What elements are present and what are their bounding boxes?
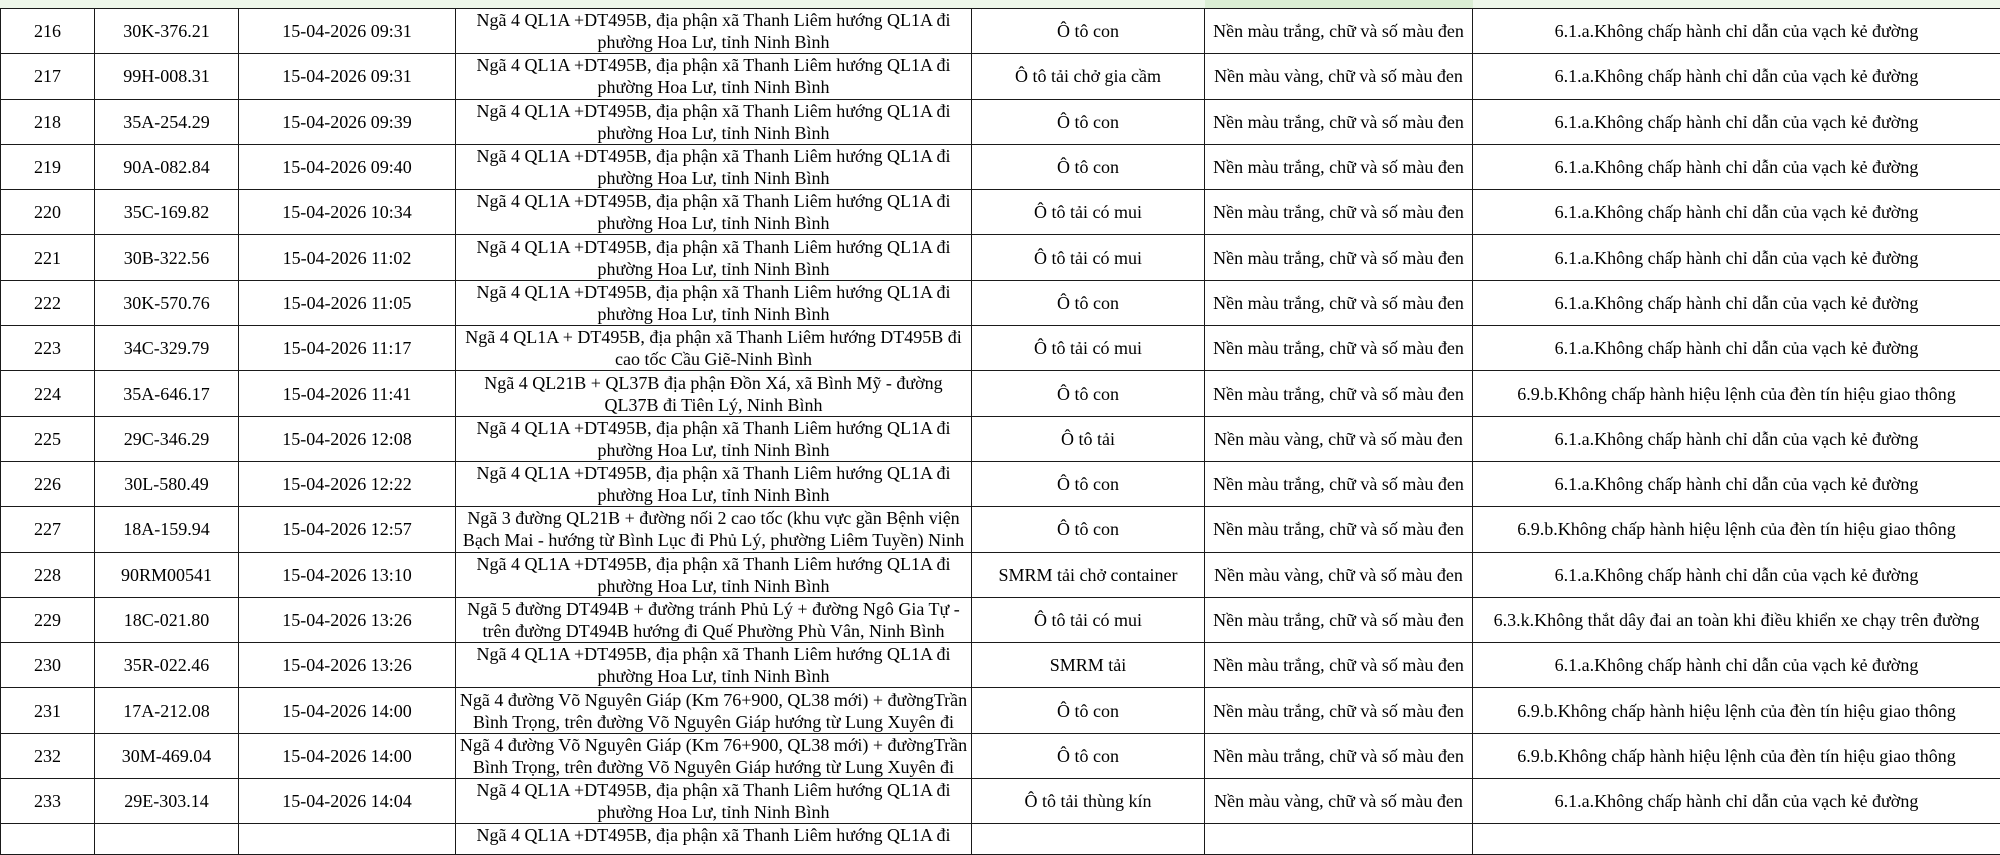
location-cell (456, 461, 972, 506)
location-line-1: Ngã 4 QL1A +DT495B, địa phận xã Thanh Liêm hướng QL1A đi (456, 236, 971, 258)
row-number-cell: 231 (1, 688, 95, 733)
plate-color-cell: Nền màu trắng, chữ và số màu đen (1205, 326, 1473, 371)
plate-color-cell: Nền màu trắng, chữ và số màu đen (1205, 99, 1473, 144)
location-cell (456, 280, 972, 325)
location-line-2: phường Hoa Lư, tỉnh Ninh Bình (456, 258, 971, 280)
row-number-cell: 223 (1, 326, 95, 371)
location-line-1: Ngã 4 đường Võ Nguyên Giáp (Km 76+900, QL38 mới) + đườngTrần (456, 689, 971, 711)
location-line-1: Ngã 5 đường DT494B + đường tránh Phủ Lý + đường Ngô Gia Tự - (456, 598, 971, 620)
location-cell (456, 688, 972, 733)
vehicle-type-cell: Ô tô tải có mui (972, 326, 1205, 371)
license-plate-cell: 29C-346.29 (95, 416, 239, 461)
table-row (1, 597, 2000, 642)
location-line-2: phường Hoa Lư, tỉnh Ninh Bình (456, 303, 971, 325)
time-cell: 15-04-2026 13:26 (239, 597, 456, 642)
violation-cell: 6.3.k.Không thắt dây đai an toàn khi điều khiển xe chạy trên đường (1473, 597, 2000, 642)
license-plate-cell: 35R-022.46 (95, 643, 239, 688)
license-plate-cell: 90A-082.84 (95, 144, 239, 189)
violation-cell: 6.9.b.Không chấp hành hiệu lệnh của đèn tín hiệu giao thông (1473, 688, 2000, 733)
table-row (1, 326, 2000, 371)
license-plate-cell: 30K-570.76 (95, 280, 239, 325)
row-number-cell: 216 (1, 9, 95, 54)
vehicle-type-cell: Ô tô tải chở gia cầm (972, 54, 1205, 99)
time-cell: 15-04-2026 11:17 (239, 326, 456, 371)
violation-cell: 6.1.a.Không chấp hành chỉ dẫn của vạch kẻ đường (1473, 461, 2000, 506)
row-number-cell: 221 (1, 235, 95, 280)
location-line-2: phường Hoa Lư, tỉnh Ninh Bình (456, 76, 971, 98)
plate-color-cell: Nền màu trắng, chữ và số màu đen (1205, 190, 1473, 235)
time-cell: 15-04-2026 12:22 (239, 461, 456, 506)
vehicle-type-cell: Ô tô con (972, 280, 1205, 325)
time-cell: 15-04-2026 11:41 (239, 371, 456, 416)
license-plate-cell: 90RM00541 (95, 552, 239, 597)
row-number-cell: 230 (1, 643, 95, 688)
violation-cell: 6.1.a.Không chấp hành chỉ dẫn của vạch kẻ đường (1473, 99, 2000, 144)
row-number-cell: 229 (1, 597, 95, 642)
plate-color-cell: Nền màu trắng, chữ và số màu đen (1205, 643, 1473, 688)
location-line-2: phường Hoa Lư, tỉnh Ninh Bình (456, 665, 971, 687)
row-number-cell (1, 824, 95, 855)
license-plate-cell: 17A-212.08 (95, 688, 239, 733)
time-cell: 15-04-2026 10:34 (239, 190, 456, 235)
plate-color-cell (1205, 824, 1473, 855)
location-line-2: phường Hoa Lư, tỉnh Ninh Bình (456, 439, 971, 461)
table-row (1, 461, 2000, 506)
violation-cell: 6.1.a.Không chấp hành chỉ dẫn của vạch kẻ đường (1473, 190, 2000, 235)
table-row (1, 688, 2000, 733)
location-line-2: Bình Trọng, trên đường Võ Nguyên Giáp hướng từ Lung Xuyên đi (456, 756, 971, 778)
vehicle-type-cell (972, 824, 1205, 855)
time-cell: 15-04-2026 09:31 (239, 9, 456, 54)
vehicle-type-cell: Ô tô con (972, 688, 1205, 733)
vehicle-type-cell: Ô tô tải thùng kín (972, 779, 1205, 824)
time-cell: 15-04-2026 13:26 (239, 643, 456, 688)
location-cell (456, 416, 972, 461)
location-cell (456, 552, 972, 597)
time-cell: 15-04-2026 09:40 (239, 144, 456, 189)
row-number-cell: 226 (1, 461, 95, 506)
table-row (1, 416, 2000, 461)
plate-color-cell: Nền màu trắng, chữ và số màu đen (1205, 733, 1473, 778)
location-line-1: Ngã 4 QL1A +DT495B, địa phận xã Thanh Liêm hướng QL1A đi (456, 462, 971, 484)
violation-cell: 6.1.a.Không chấp hành chỉ dẫn của vạch kẻ đường (1473, 779, 2000, 824)
violations-table (0, 8, 2000, 855)
table-row-partial (1, 824, 2000, 855)
location-line-2: phường Hoa Lư, tỉnh Ninh Bình (456, 484, 971, 506)
violation-cell: 6.9.b.Không chấp hành hiệu lệnh của đèn tín hiệu giao thông (1473, 733, 2000, 778)
location-line-2: phường Hoa Lư, tỉnh Ninh Bình (456, 212, 971, 234)
location-cell (456, 643, 972, 688)
license-plate-cell: 29E-303.14 (95, 779, 239, 824)
header-highlight-cell (1205, 0, 1473, 8)
plate-color-cell: Nền màu vàng, chữ và số màu đen (1205, 54, 1473, 99)
plate-color-cell: Nền màu trắng, chữ và số màu đen (1205, 9, 1473, 54)
table-row (1, 280, 2000, 325)
plate-color-cell: Nền màu trắng, chữ và số màu đen (1205, 371, 1473, 416)
location-cell (456, 507, 972, 552)
table-row (1, 144, 2000, 189)
vehicle-type-cell: Ô tô con (972, 144, 1205, 189)
location-line-1: Ngã 4 QL1A +DT495B, địa phận xã Thanh Liêm hướng QL1A đi (456, 281, 971, 303)
license-plate-cell (95, 824, 239, 855)
violation-cell (1473, 824, 2000, 855)
table-row (1, 235, 2000, 280)
location-line-1: Ngã 4 QL1A +DT495B, địa phận xã Thanh Liêm hướng QL1A đi (456, 779, 971, 801)
violation-cell: 6.1.a.Không chấp hành chỉ dẫn của vạch kẻ đường (1473, 326, 2000, 371)
location-cell (456, 326, 972, 371)
vehicle-type-cell: Ô tô con (972, 461, 1205, 506)
vehicle-type-cell: Ô tô con (972, 733, 1205, 778)
table-row (1, 552, 2000, 597)
license-plate-cell: 99H-008.31 (95, 54, 239, 99)
table-row (1, 507, 2000, 552)
location-line-2: phường Hoa Lư, tỉnh Ninh Bình (456, 31, 971, 53)
license-plate-cell: 35A-646.17 (95, 371, 239, 416)
row-number-cell: 233 (1, 779, 95, 824)
location-line-2: phường Hoa Lư, tỉnh Ninh Bình (456, 801, 971, 823)
location-line-1: Ngã 4 QL21B + QL37B địa phận Đồn Xá, xã Bình Mỹ - đường (456, 372, 971, 394)
vehicle-type-cell: Ô tô con (972, 507, 1205, 552)
plate-color-cell: Nền màu trắng, chữ và số màu đen (1205, 235, 1473, 280)
location-line-1: Ngã 4 QL1A +DT495B, địa phận xã Thanh Liêm hướng QL1A đi (456, 100, 971, 122)
row-number-cell: 222 (1, 280, 95, 325)
plate-color-cell: Nền màu trắng, chữ và số màu đen (1205, 461, 1473, 506)
time-cell: 15-04-2026 14:04 (239, 779, 456, 824)
time-cell: 15-04-2026 11:02 (239, 235, 456, 280)
location-line-1: Ngã 4 QL1A + DT495B, địa phận xã Thanh Liêm hướng DT495B đi (456, 326, 971, 348)
table-body (1, 9, 2000, 855)
location-cell (456, 99, 972, 144)
row-number-cell: 228 (1, 552, 95, 597)
plate-color-cell: Nền màu trắng, chữ và số màu đen (1205, 688, 1473, 733)
location-line-2: phường Hoa Lư, tỉnh Ninh Bình (456, 167, 971, 189)
vehicle-type-cell: Ô tô tải có mui (972, 597, 1205, 642)
time-cell: 15-04-2026 11:05 (239, 280, 456, 325)
violation-cell: 6.1.a.Không chấp hành chỉ dẫn của vạch kẻ đường (1473, 643, 2000, 688)
time-cell: 15-04-2026 14:00 (239, 688, 456, 733)
table-row (1, 9, 2000, 54)
license-plate-cell: 18A-159.94 (95, 507, 239, 552)
violation-cell: 6.1.a.Không chấp hành chỉ dẫn của vạch kẻ đường (1473, 416, 2000, 461)
location-line-1: Ngã 3 đường QL21B + đường nối 2 cao tốc (khu vực gần Bệnh viện (456, 507, 971, 529)
table-row (1, 733, 2000, 778)
row-number-cell: 218 (1, 99, 95, 144)
license-plate-cell: 35A-254.29 (95, 99, 239, 144)
location-line-1: Ngã 4 QL1A +DT495B, địa phận xã Thanh Liêm hướng QL1A đi (456, 417, 971, 439)
time-cell (239, 824, 456, 855)
location-line-2: Bình Trọng, trên đường Võ Nguyên Giáp hướng từ Lung Xuyên đi (456, 711, 971, 733)
location-line-1: Ngã 4 QL1A +DT495B, địa phận xã Thanh Liêm hướng QL1A đi (456, 190, 971, 212)
plate-color-cell: Nền màu trắng, chữ và số màu đen (1205, 280, 1473, 325)
location-line-2: trên đường DT494B hướng đi Quế Phường Phù Vân, Ninh Bình (456, 620, 971, 642)
vehicle-type-cell: Ô tô con (972, 9, 1205, 54)
location-line-1: Ngã 4 QL1A +DT495B, địa phận xã Thanh Liêm hướng QL1A đi (456, 824, 971, 846)
vehicle-type-cell: Ô tô tải (972, 416, 1205, 461)
location-cell (456, 144, 972, 189)
vehicle-type-cell: SMRM tải chở container (972, 552, 1205, 597)
vehicle-type-cell: Ô tô con (972, 99, 1205, 144)
table-row (1, 99, 2000, 144)
location-line-1: Ngã 4 QL1A +DT495B, địa phận xã Thanh Liêm hướng QL1A đi (456, 54, 971, 76)
table-row (1, 643, 2000, 688)
vehicle-type-cell: Ô tô tải có mui (972, 190, 1205, 235)
time-cell: 15-04-2026 09:39 (239, 99, 456, 144)
location-cell (456, 733, 972, 778)
location-line-1: Ngã 4 QL1A +DT495B, địa phận xã Thanh Liêm hướng QL1A đi (456, 9, 971, 31)
plate-color-cell: Nền màu trắng, chữ và số màu đen (1205, 597, 1473, 642)
row-number-cell: 232 (1, 733, 95, 778)
row-number-cell: 220 (1, 190, 95, 235)
location-line-1: Ngã 4 QL1A +DT495B, địa phận xã Thanh Liêm hướng QL1A đi (456, 553, 971, 575)
violation-cell: 6.1.a.Không chấp hành chỉ dẫn của vạch kẻ đường (1473, 235, 2000, 280)
vehicle-type-cell: Ô tô con (972, 371, 1205, 416)
location-line-2: phường Hoa Lư, tỉnh Ninh Bình (456, 122, 971, 144)
plate-color-cell: Nền màu vàng, chữ và số màu đen (1205, 779, 1473, 824)
row-number-cell: 227 (1, 507, 95, 552)
plate-color-cell: Nền màu vàng, chữ và số màu đen (1205, 416, 1473, 461)
location-cell (456, 371, 972, 416)
table-row (1, 779, 2000, 824)
location-cell (456, 54, 972, 99)
top-header-strip (0, 0, 2000, 8)
time-cell: 15-04-2026 13:10 (239, 552, 456, 597)
location-line-2: phường Hoa Lư, tỉnh Ninh Bình (456, 575, 971, 597)
time-cell: 15-04-2026 14:00 (239, 733, 456, 778)
license-plate-cell: 30M-469.04 (95, 733, 239, 778)
location-line-1: Ngã 4 QL1A +DT495B, địa phận xã Thanh Liêm hướng QL1A đi (456, 145, 971, 167)
vehicle-type-cell: Ô tô tải có mui (972, 235, 1205, 280)
plate-color-cell: Nền màu trắng, chữ và số màu đen (1205, 507, 1473, 552)
location-cell (456, 779, 972, 824)
table-row (1, 190, 2000, 235)
location-line-2: cao tốc Cầu Giẽ-Ninh Bình (456, 348, 971, 370)
license-plate-cell: 18C-021.80 (95, 597, 239, 642)
row-number-cell: 225 (1, 416, 95, 461)
plate-color-cell: Nền màu trắng, chữ và số màu đen (1205, 144, 1473, 189)
violation-cell: 6.1.a.Không chấp hành chỉ dẫn của vạch kẻ đường (1473, 552, 2000, 597)
violation-cell: 6.9.b.Không chấp hành hiệu lệnh của đèn tín hiệu giao thông (1473, 507, 2000, 552)
license-plate-cell: 34C-329.79 (95, 326, 239, 371)
license-plate-cell: 30K-376.21 (95, 9, 239, 54)
row-number-cell: 224 (1, 371, 95, 416)
row-number-cell: 219 (1, 144, 95, 189)
violation-cell: 6.1.a.Không chấp hành chỉ dẫn của vạch kẻ đường (1473, 9, 2000, 54)
violation-cell: 6.9.b.Không chấp hành hiệu lệnh của đèn tín hiệu giao thông (1473, 371, 2000, 416)
plate-color-cell: Nền màu vàng, chữ và số màu đen (1205, 552, 1473, 597)
location-cell (456, 235, 972, 280)
location-line-2: QL37B đi Tiên Lý, Ninh Bình (456, 394, 971, 416)
time-cell: 15-04-2026 09:31 (239, 54, 456, 99)
table-row (1, 371, 2000, 416)
location-line-1: Ngã 4 đường Võ Nguyên Giáp (Km 76+900, QL38 mới) + đườngTrần (456, 734, 971, 756)
location-cell (456, 824, 972, 855)
license-plate-cell: 30L-580.49 (95, 461, 239, 506)
license-plate-cell: 30B-322.56 (95, 235, 239, 280)
location-cell (456, 597, 972, 642)
location-cell (456, 190, 972, 235)
license-plate-cell: 35C-169.82 (95, 190, 239, 235)
violation-cell: 6.1.a.Không chấp hành chỉ dẫn của vạch kẻ đường (1473, 280, 2000, 325)
location-line-1: Ngã 4 QL1A +DT495B, địa phận xã Thanh Liêm hướng QL1A đi (456, 643, 971, 665)
time-cell: 15-04-2026 12:08 (239, 416, 456, 461)
row-number-cell: 217 (1, 54, 95, 99)
time-cell: 15-04-2026 12:57 (239, 507, 456, 552)
vehicle-type-cell: SMRM tải (972, 643, 1205, 688)
violation-cell: 6.1.a.Không chấp hành chỉ dẫn của vạch kẻ đường (1473, 144, 2000, 189)
location-line-2: Bạch Mai - hướng từ Bình Lục đi Phủ Lý, phường Liêm Tuyền) Ninh (456, 529, 971, 551)
violation-cell: 6.1.a.Không chấp hành chỉ dẫn của vạch kẻ đường (1473, 54, 2000, 99)
location-cell (456, 9, 972, 54)
table-row (1, 54, 2000, 99)
